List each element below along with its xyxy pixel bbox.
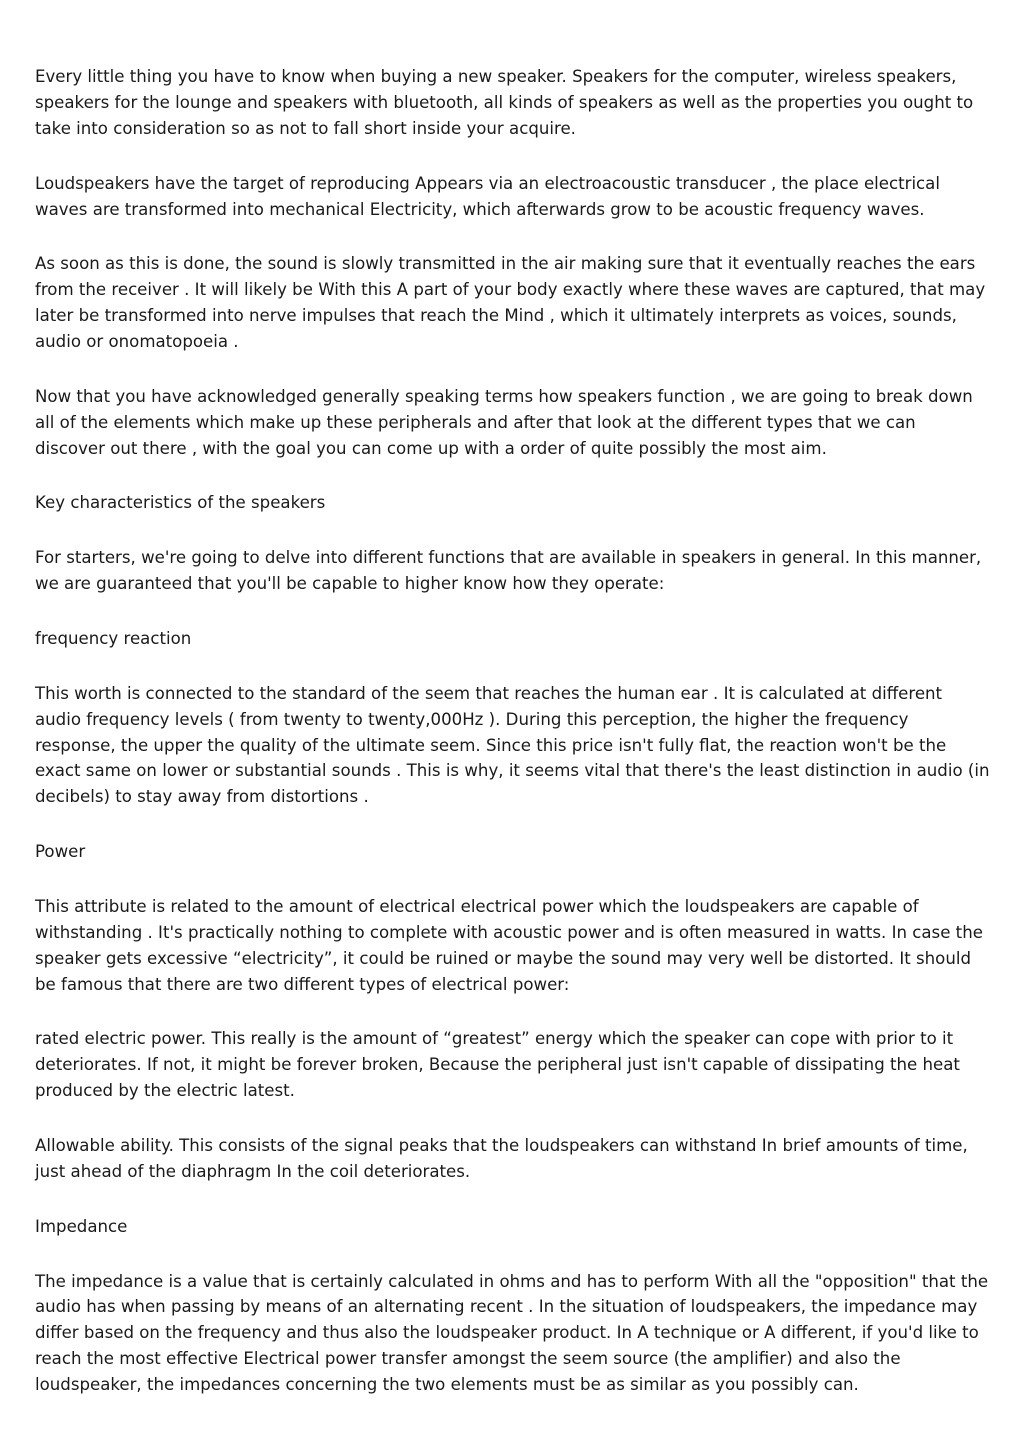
paragraph-power: This attribute is related to the amount of electrical electrical power which the loudspeakers are capable of withstanding . It's practically nothing to complete with acoustic power and is often measured in watts. In case the speaker gets excessive “electricity”, it could be ruined or maybe the sound may very well be distorted. It should be famous that there are two different types of electrical power: (35, 896, 983, 994)
paragraph-allowable-ability: Allowable ability. This consists of the signal peaks that the loudspeakers can withstand In brief amounts of time, just ahead of the diaphragm In the coil deteriorates. (35, 1136, 968, 1181)
heading-frequency-reaction: frequency reaction (35, 628, 192, 648)
heading-impedance: Impedance (35, 1216, 128, 1236)
paragraph-sound-transmission: As soon as this is done, the sound is slowly transmitted in the air making sure that it eventually reaches the ears from the receiver . It will likely be With this A part of your body exactly where these waves are captured, that may later be transformed into nerve impulses that reach the Mind , which it ultimately interprets as voices, sounds, audio or onomatopoeia . (35, 254, 986, 352)
heading-key-characteristics: Key characteristics of the speakers (35, 493, 326, 513)
paragraph-breakdown: Now that you have acknowledged generally speaking terms how speakers function , we are going to break down all of the elements which make up these peripherals and after that look at the different types that we can discover out there , with the goal you can come up with a order of quite possibly the most aim. (35, 386, 973, 458)
paragraph-transducer: Loudspeakers have the target of reproducing Appears via an electroacoustic transducer , the place electrical waves are transformed into mechanical Electricity, which afterwards grow to be acoustic frequency waves. (35, 173, 940, 219)
paragraph-impedance: The impedance is a value that is certainly calculated in ohms and has to perform With all the "opposition" that the audio has when passing by means of an alternating recent . In the situation of loudspeakers, the impedance may differ based on the frequency and thus also the loudspeaker product. In A technique or A different, if you'd like to reach the most effective Electrical power transfer amongst the seem source (the amplifier) and also the loudspeaker, the impedances concerning the two elements must be as similar as you possibly can. (35, 1271, 989, 1395)
paragraph-intro: Every little thing you have to know when buying a new speaker. Speakers for the computer, wireless speakers, speakers for the lounge and speakers with bluetooth, all kinds of speakers as well as the properties you ought to take into consideration so as not to fall short inside your acquire. (35, 67, 974, 138)
paragraph-rated-power: rated electric power. This really is the amount of “greatest” energy which the speaker can cope with prior to it deteriorates. If not, it might be forever broken, Because the peripheral just isn't capable of dissipating the heat produced by the electric latest. (35, 1029, 960, 1101)
paragraph-functions: For starters, we're going to delve into different functions that are available in speakers in general. In this manner, we are guaranteed that you'll be capable to higher know how they operate: (35, 548, 982, 594)
document-body (35, 64, 990, 1427)
heading-power: Power (35, 842, 86, 862)
paragraph-frequency: This worth is connected to the standard of the seem that reaches the human ear . It is calculated at different audio frequency levels ( from twenty to twenty,000Hz ). During this perception, the higher the frequency response, the upper the quality of the ultimate seem. Since this price isn't fully flat, the reaction won't be the exact same on lower or substantial sounds . This is why, it seems vital that there's the least distinction in audio (in decibels) to stay away from distortions . (35, 683, 990, 807)
